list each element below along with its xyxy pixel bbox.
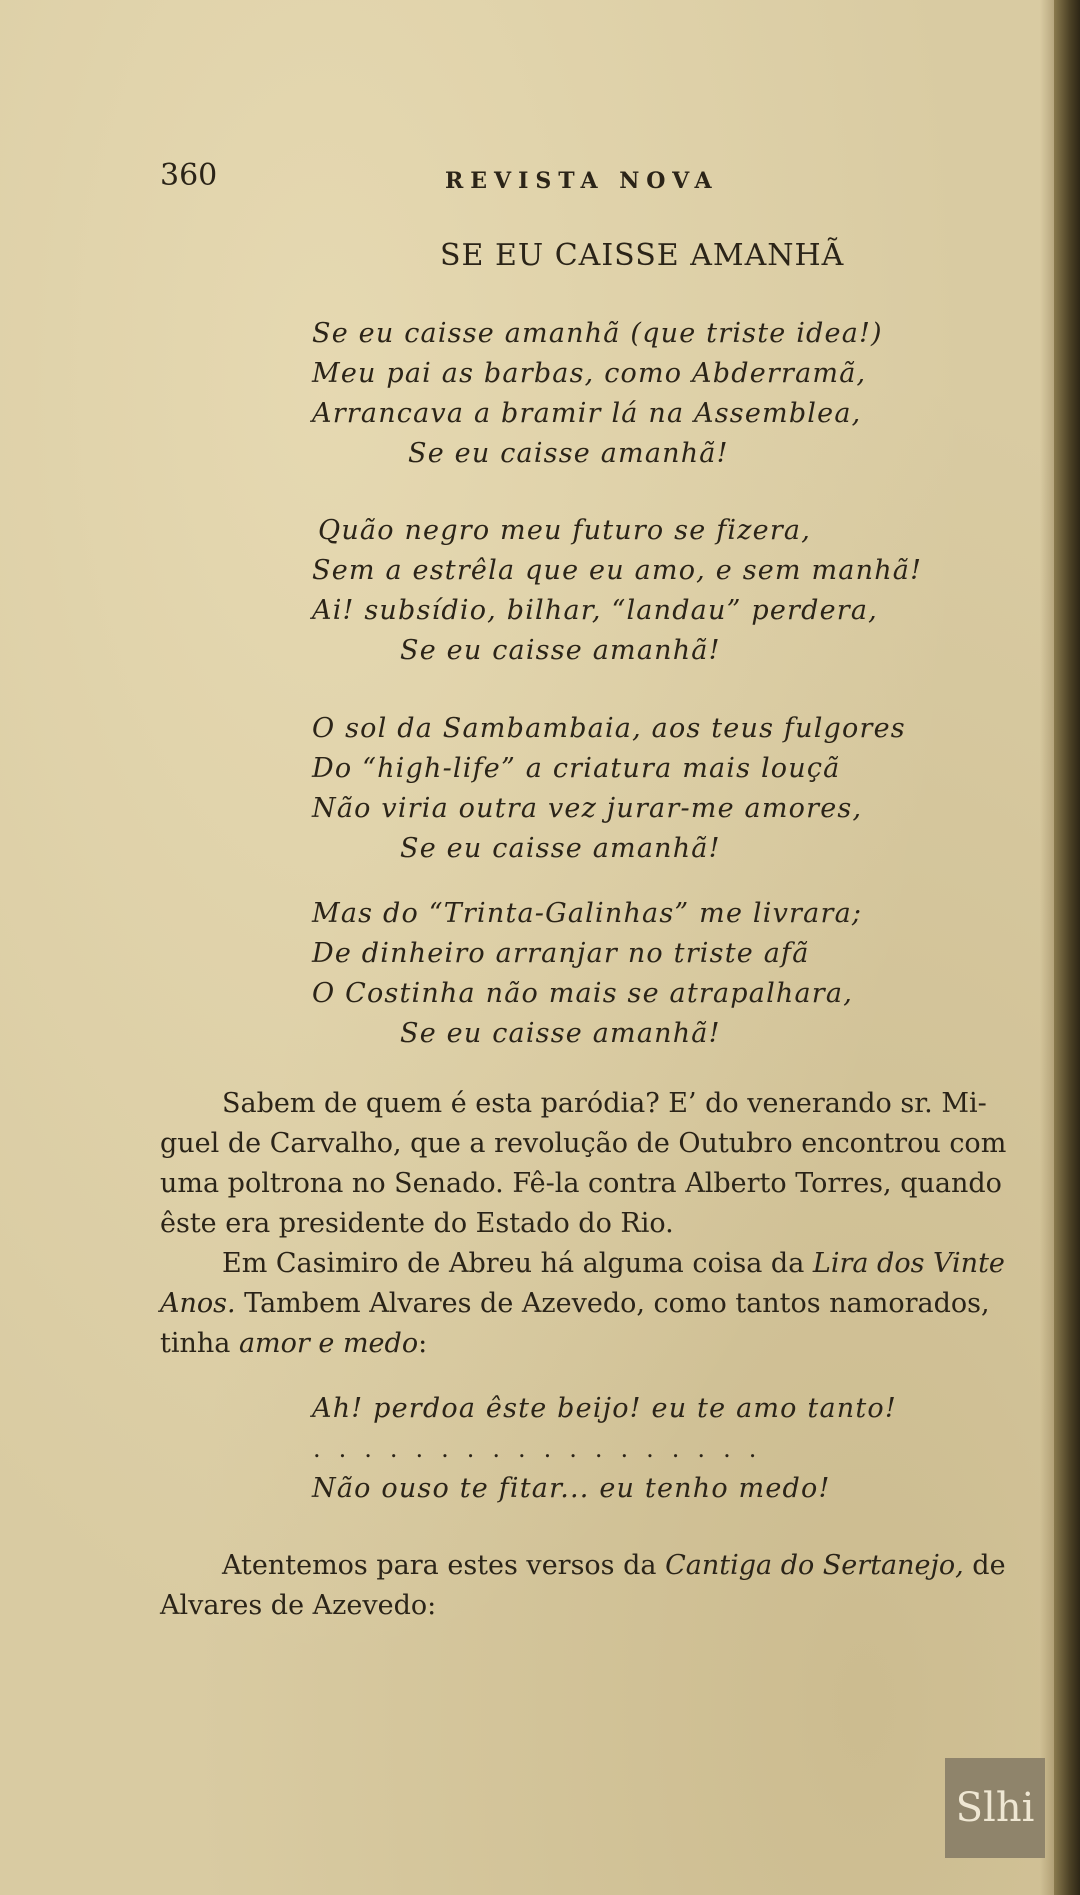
prose-line: uma poltrona no Senado. Fê-la contra Alberto Torres, quando: [160, 1168, 1002, 1199]
quote-line: Ah! perdoa êste beijo! eu te amo tanto!: [312, 1393, 897, 1424]
prose-line: [160, 1288, 990, 1319]
poem-line: De dinheiro arranjar no triste afã: [312, 938, 810, 969]
poem-line: Do “high-life” a criatura mais louçã: [312, 753, 841, 784]
poem-line: O Costinha não mais se atrapalhara,: [312, 978, 853, 1009]
prose-text: :: [418, 1328, 428, 1359]
emphasis: amor e medo: [238, 1328, 419, 1359]
prose-line: [160, 1328, 427, 1359]
poem-line: Se eu caisse amanhã!: [408, 438, 729, 469]
prose-text: tinha: [160, 1328, 239, 1359]
poem-line: Não viria outra vez jurar-me amores,: [312, 793, 863, 824]
prose-line: êste era presidente do Estado do Rio.: [160, 1208, 674, 1239]
poem-line: Arrancava a bramir lá na Assemblea,: [312, 398, 862, 429]
prose-line: [222, 1550, 1006, 1581]
book-title: Lira dos Vinte: [812, 1248, 1005, 1279]
prose-text: Atentemos para estes versos da: [222, 1550, 666, 1581]
prose-line: Alvares de Azevedo:: [160, 1590, 437, 1621]
prose-text: Tambem Alvares de Azevedo, como tantos namorados,: [235, 1288, 990, 1319]
poem-line: Se eu caisse amanhã!: [400, 833, 721, 864]
poem-line: Quão negro meu futuro se fizera,: [318, 515, 812, 546]
poem-line: Meu pai as barbas, como Abderramã,: [312, 358, 867, 389]
poem-line: Mas do “Trinta-Galinhas” me livrara;: [312, 898, 863, 929]
prose-text: de: [963, 1550, 1006, 1581]
prose-line: [222, 1248, 1005, 1279]
prose-text: Em Casimiro de Abreu há alguma coisa da: [222, 1248, 813, 1279]
book-title: Cantiga do Sertanejo,: [665, 1550, 964, 1581]
running-head: REVISTA NOVA: [445, 168, 719, 194]
ellipsis-row: ..................: [313, 1435, 775, 1463]
poem-title: SE EU CAISSE AMANHÃ: [440, 238, 845, 273]
page-edge: [1054, 0, 1080, 1895]
poem-line: Sem a estrêla que eu amo, e sem manhã!: [312, 555, 923, 586]
prose-line: guel de Carvalho, que a revolução de Outubro encontrou com: [160, 1128, 1007, 1159]
prose-line: Sabem de quem é esta paródia? E’ do venerando sr. Mi-: [222, 1088, 987, 1119]
poem-line: Se eu caisse amanhã!: [400, 635, 721, 666]
page-number: 360: [160, 158, 218, 193]
page-edge-shadow: [1040, 0, 1054, 1895]
poem-line: Se eu caisse amanhã!: [400, 1018, 721, 1049]
poem-line: O sol da Sambambaia, aos teus fulgores: [312, 713, 906, 744]
watermark-logo: Slhi: [945, 1758, 1045, 1858]
quote-line: Não ouso te fitar... eu tenho medo!: [312, 1473, 831, 1504]
poem-line: Se eu caisse amanhã (que triste idea!): [312, 318, 883, 349]
book-title: Anos.: [160, 1288, 236, 1319]
poem-line: Ai! subsídio, bilhar, “landau” perdera,: [312, 595, 878, 626]
